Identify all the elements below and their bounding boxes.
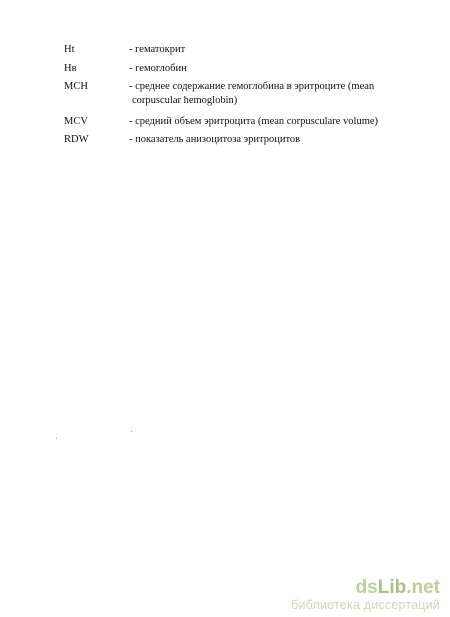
abbreviation-definition (129, 115, 419, 129)
abbreviation-definition (129, 80, 419, 108)
scan-speck (56, 438, 57, 439)
abbreviation-definition-line: corpuscular hemoglobin) (132, 95, 238, 106)
watermark-subtitle: библиотека диссертаций (291, 598, 440, 612)
abbreviation-definition (129, 62, 419, 76)
scan-speck (131, 431, 132, 432)
abbreviation-definition-line: - гематокрит (129, 44, 186, 55)
abbreviation-definition-line: - показатель анизоцитоза эритроцитов (129, 134, 301, 145)
dslib-logo: dsLib.net (355, 577, 440, 598)
abbreviation-term: MCH (64, 81, 88, 92)
dslib-watermark (291, 578, 440, 613)
abbreviation-term: RDW (64, 134, 89, 145)
abbreviation-definition-line: - средний объем эритроцита (mean corpusculare volume) (129, 116, 379, 127)
abbreviation-term: MCV (64, 116, 88, 127)
abbreviation-definition-line: - гемоглобин (129, 63, 187, 74)
abbreviation-term: Ht (64, 44, 75, 55)
abbreviation-definition (129, 133, 419, 147)
abbreviation-definition-line: - среднее содержание гемоглобина в эритроците (mean (129, 81, 375, 92)
abbreviation-definition (129, 43, 419, 57)
abbreviation-term: Нв (64, 63, 77, 74)
